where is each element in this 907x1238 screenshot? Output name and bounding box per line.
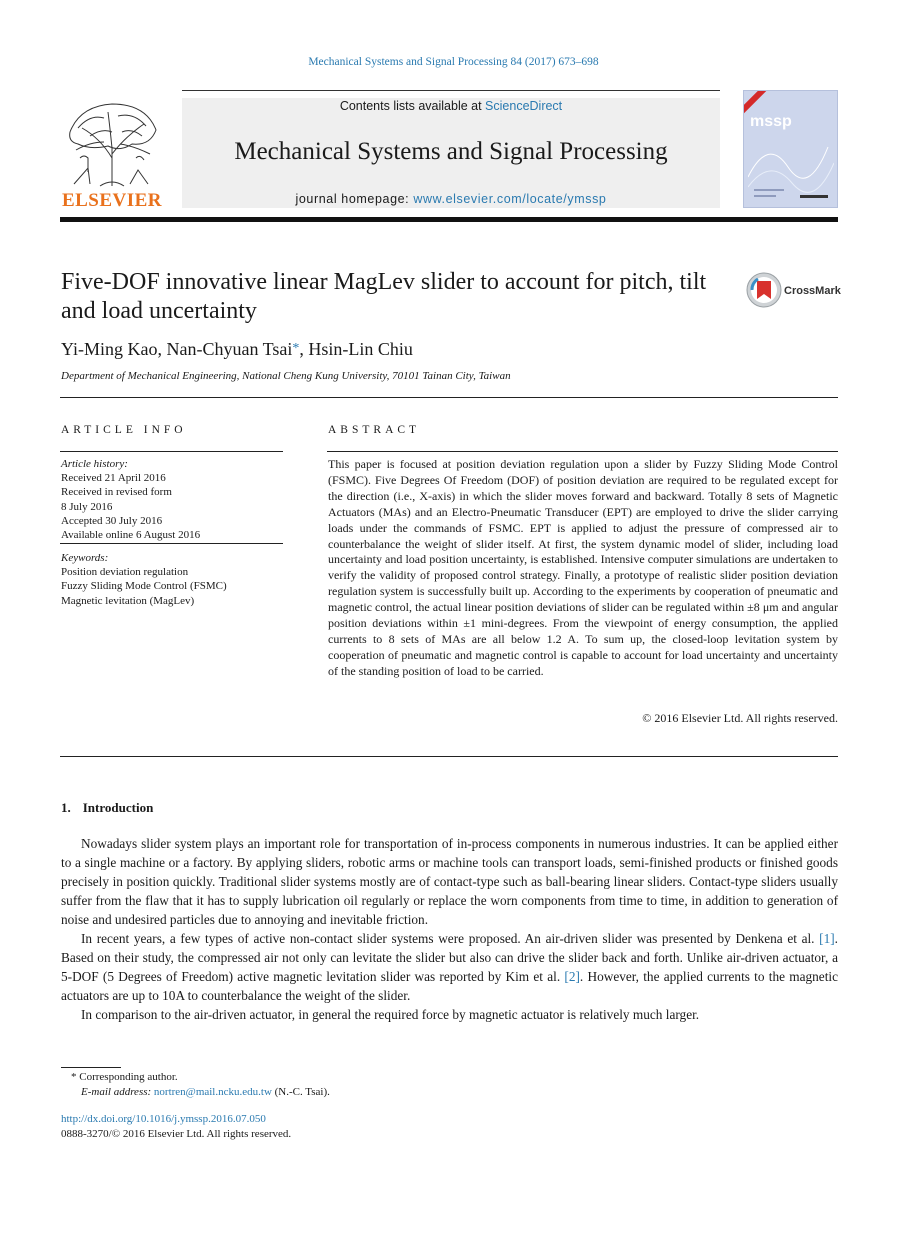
author-name[interactable]: Nan-Chyuan Tsai (166, 339, 293, 359)
divider (327, 451, 838, 452)
sciencedirect-link[interactable]: ScienceDirect (485, 99, 563, 113)
corresponding-author-mark[interactable]: * (292, 341, 300, 356)
footnotes (61, 1070, 330, 1099)
keyword-item: Magnetic levitation (MagLev) (61, 594, 195, 607)
contents-prefix: Contents lists available at (339, 99, 486, 113)
history-item: Received 21 April 2016 (61, 472, 166, 485)
paragraph-text: In recent years, a few types of active non-contact slider systems were proposed. An air-driven slider was presented by Denkena et al. (81, 931, 820, 946)
paragraph: In comparison to the air-driven actuator, in general the required force by magnetic actuator is relatively much larger. (81, 1007, 700, 1022)
keyword-item: Fuzzy Sliding Mode Control (FSMC) (61, 580, 227, 593)
paragraph-text: . However, the applied currents to the magnetic actuators are up to 10A to counterbalance the weight of the slider. (61, 969, 838, 1003)
divider (60, 543, 283, 544)
elsevier-logo[interactable] (60, 98, 164, 210)
history-item: Received in revised form (61, 486, 172, 499)
paragraph (61, 929, 838, 1005)
contents-line (182, 98, 720, 114)
keyword-item: Position deviation regulation (61, 566, 189, 579)
paragraph: Nowadays slider system plays an important role for transportation of in-process components in numerous industries. It can be applied either to a single machine or a factory. By applying sliders, robotic arms or machine tools can transport loads, semi-finished products or finished goods precisely in position quickly. Traditional slider systems mostly are of contact-type such as ball-bearing linear sliders. Contact-type sliders usually suffer from the flaw that it has to supply lubrication oil regularly or replace the worn components from time to time, in addition to generation of noise and undesired particles due to annoying and inevitable friction. (61, 836, 838, 927)
section-heading (61, 800, 153, 816)
email-note (61, 1085, 330, 1100)
email-label: E-mail address: (81, 1085, 154, 1098)
journal-homepage-link[interactable]: www.elsevier.com/locate/ymssp (413, 192, 607, 206)
history-item: Available online 6 August 2016 (61, 529, 201, 542)
keywords-heading: Keywords: (61, 552, 109, 564)
issn-copyright: 0888-3270/© 2016 Elsevier Ltd. All rights reserved. (61, 1127, 292, 1140)
article-history (61, 457, 283, 542)
elsevier-tree-icon (60, 98, 164, 190)
corresponding-author-note: * Corresponding author. (71, 1071, 178, 1083)
section-title: Introduction (82, 800, 154, 815)
email-suffix: (N.-C. Tsai). (271, 1085, 330, 1098)
elsevier-wordmark: ELSEVIER (61, 190, 163, 211)
homepage-line (182, 192, 720, 206)
introduction-body (61, 834, 838, 1024)
abstract-copyright: © 2016 Elsevier Ltd. All rights reserved. (642, 711, 838, 725)
abstract-text: This paper is focused at position deviation regulation upon a slider by Fuzzy Sliding Mode Control (FSMC). Five Degrees Of Freedom (DOF) of position deviation are required to be regulated except for the direction (i.e., X-axis) in which the slider moves forward and backward. Totally 8 sets of Magnetic Actuators (MAs) and an Electro-Pneumatic Transducer (EPT) are employed to drive the slider carrying loads under the commands of FSMC. EPT is applied to adjust the pressure of compressed air to counterbalance the weight of slider itself. At first, the system dynamic model of slider, including load uncertainty and load position uncertainty, is established. Intensive computer simulations are undertaken to verify the validity of proposed control strategy. Finally, a prototype of realistic slider position deviation regulation system is successfully built up. According to the experiments by cooperation of pneumatic and magnetic control, the actual linear position deviations of slider can be regulated within ±8 μm and angular position deviations within ±1 mini-degrees. From the viewpoint of energy consumption, the applied currents to 8 sets of MAs are all below 1.2 A. To sum up, the closed-loop levitation system by cooperation of pneumatic and magnetic control is capable to account for load uncertainty and uncertainty of the standing position of load to be carried. (328, 457, 838, 678)
crossmark-badge[interactable] (746, 272, 840, 308)
author-name[interactable]: Hsin-Lin Chiu (308, 339, 413, 359)
reference-link[interactable]: [1] (819, 931, 835, 946)
journal-citation-link[interactable]: Mechanical Systems and Signal Processing 84 (2017) 673–698 (308, 56, 599, 68)
history-item: 8 July 2016 (61, 500, 113, 513)
doi-block (61, 1112, 291, 1141)
abstract-heading: ABSTRACT (328, 424, 421, 436)
reference-link[interactable]: [2] (564, 969, 580, 984)
email-link[interactable]: nortren@mail.ncku.edu.tw (153, 1085, 272, 1098)
header-rule (60, 217, 838, 222)
homepage-prefix: journal homepage: (295, 192, 414, 206)
keywords (61, 551, 283, 608)
article-title: Five-DOF innovative linear MagLev slider to account for pitch, tilt and load uncertainty (61, 269, 707, 324)
author-list: Yi-Ming Kao, Nan-Chyuan Tsai*, Hsin-Lin Chiu (61, 339, 413, 359)
divider (60, 756, 838, 757)
cover-title: mssp (750, 113, 792, 130)
footnote-rule (61, 1067, 121, 1068)
banner-rule (182, 90, 720, 91)
history-heading: Article history: (61, 458, 128, 470)
doi-link[interactable]: http://dx.doi.org/10.1016/j.ymssp.2016.07.050 (61, 1113, 266, 1125)
affiliation: Department of Mechanical Engineering, National Cheng Kung University, 70101 Tainan City, Taiwan (61, 370, 511, 382)
cover-wave-graphic (748, 127, 834, 205)
divider (60, 397, 838, 398)
section-number: 1. (61, 800, 71, 815)
history-item: Accepted 30 July 2016 (61, 514, 163, 527)
journal-banner (182, 98, 720, 208)
article-info-heading: ARTICLE INFO (61, 424, 187, 436)
divider (60, 451, 283, 452)
journal-name: Mechanical Systems and Signal Processing (234, 138, 668, 165)
journal-cover-thumbnail[interactable] (743, 90, 838, 208)
crossmark-icon (746, 272, 782, 308)
paragraph-text: . Based on their study, the compressed air not only can levitate the slider but also can drive the slider back and forth. Unlike air-driven actuator, a 5-DOF (5 Degrees of Freedom) active magnetic levitation slider was reported by Kim et al. (61, 931, 838, 984)
author-name[interactable]: Yi-Ming Kao (61, 339, 158, 359)
crossmark-label: CrossMark (784, 285, 841, 297)
